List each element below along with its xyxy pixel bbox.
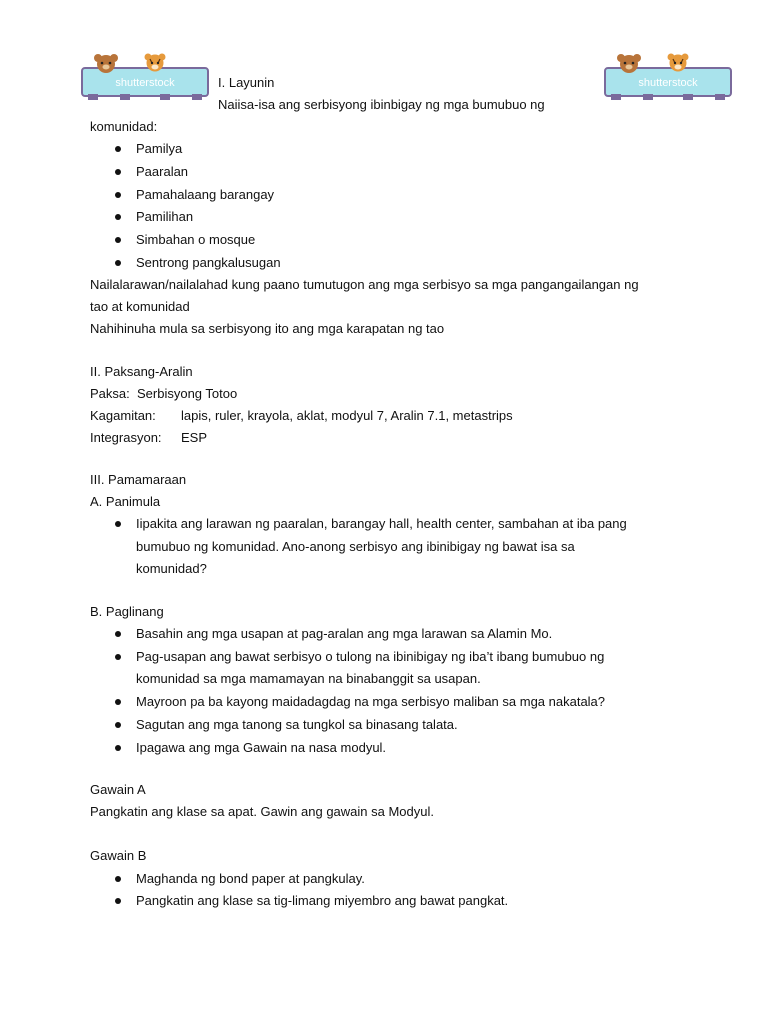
list-item-continuation: komunidad sa mga mamamayan na binabanggit sa usapan. — [136, 671, 481, 686]
paksa-value: Serbisyong Totoo — [136, 386, 238, 401]
list-item-continuation: komunidad? — [136, 561, 207, 576]
bullet-icon — [115, 654, 121, 660]
list-item: Pamahalaang barangay — [136, 187, 275, 202]
watermark-text: shutterstock — [638, 77, 698, 89]
bullet-icon — [115, 745, 121, 751]
kagamitan-label: Kagamitan: — [90, 408, 156, 423]
section-heading-pamamaraan: III. Pamamaraan — [90, 472, 187, 487]
bullet-icon — [115, 631, 121, 637]
list-item: Pag-usapan ang bawat serbisyo o tulong na ibinibigay ng iba’t ibang bumubuo ng — [136, 649, 605, 664]
list-item: Maghanda ng bond paper at pangkulay. — [136, 871, 365, 886]
bullet-icon — [115, 192, 121, 198]
kagamitan-value: lapis, ruler, krayola, aklat, modyul 7, Aralin 7.1, metastrips — [181, 408, 513, 423]
stock-logo-left — [80, 50, 210, 102]
bullet-icon — [115, 722, 121, 728]
list-item: Mayroon pa ba kayong maidadagdag na mga serbisyo maliban sa mga nakatala? — [136, 694, 606, 709]
list-item: Basahin ang mga usapan at pag-aralan ang mga larawan sa Alamin Mo. — [136, 626, 553, 641]
bullet-icon — [115, 898, 121, 904]
gawain-a-heading: Gawain A — [90, 782, 146, 797]
bullet-icon — [115, 260, 121, 266]
paksa-row — [90, 385, 237, 403]
bullet-icon — [115, 146, 121, 152]
layunin-intro-line2: komunidad: — [90, 119, 158, 134]
bullet-icon — [115, 214, 121, 220]
layunin-intro-line1: Naiisa-isa ang serbisyong ibinbigay ng mga bumubuo ng — [218, 97, 545, 112]
bullet-icon — [115, 521, 121, 527]
integrasyon-label: Integrasyon: — [90, 430, 162, 445]
list-item-continuation: bumubuo ng komunidad. Ano-anong serbisyo ang ibinibigay ng bawat isa sa — [136, 539, 575, 554]
list-item: Pangkatin ang klase sa tig-limang miyembro ang bawat pangkat. — [136, 893, 509, 908]
gawain-a-text: Pangkatin ang klase sa apat. Gawin ang gawain sa Modyul. — [90, 804, 434, 819]
subsection-heading-paglinang: B. Paglinang — [90, 604, 164, 619]
list-item: Ipagawa ang mga Gawain na nasa modyul. — [136, 740, 387, 755]
objective-2-line1: Nailalarawan/nailalahad kung paano tumutugon ang mga serbisyo sa mga pangangailangan ng — [90, 277, 639, 292]
objective-2-line2: tao at komunidad — [90, 299, 190, 314]
bullet-icon — [115, 237, 121, 243]
objective-3: Nahihinuha mula sa serbisyong ito ang mga karapatan ng tao — [90, 321, 445, 336]
paksa-label: Paksa: — [90, 386, 130, 401]
bullet-icon — [115, 699, 121, 705]
stock-logo-right — [603, 50, 733, 102]
list-item: Sagutan ang mga tanong sa tungkol sa binasang talata. — [136, 717, 458, 732]
bullet-icon — [115, 169, 121, 175]
bullet-icon — [115, 876, 121, 882]
list-item: Pamilihan — [136, 209, 194, 224]
list-item: Simbahan o mosque — [136, 232, 256, 247]
subsection-heading-panimula: A. Panimula — [90, 494, 161, 509]
list-item: Pamilya — [136, 141, 183, 156]
kagamitan-row — [90, 407, 513, 425]
section-heading-paksang-aralin: II. Paksang-Aralin — [90, 364, 193, 379]
integrasyon-value: ESP — [181, 430, 208, 445]
list-item: Paaralan — [136, 164, 189, 179]
section-heading-layunin: I. Layunin — [218, 75, 275, 90]
watermark-text: shutterstock — [115, 77, 175, 89]
integrasyon-row — [90, 429, 207, 447]
gawain-b-heading: Gawain B — [90, 848, 147, 863]
list-item: Iipakita ang larawan ng paaralan, barangay hall, health center, sambahan at iba pang — [136, 516, 627, 531]
list-item: Sentrong pangkalusugan — [136, 255, 281, 270]
